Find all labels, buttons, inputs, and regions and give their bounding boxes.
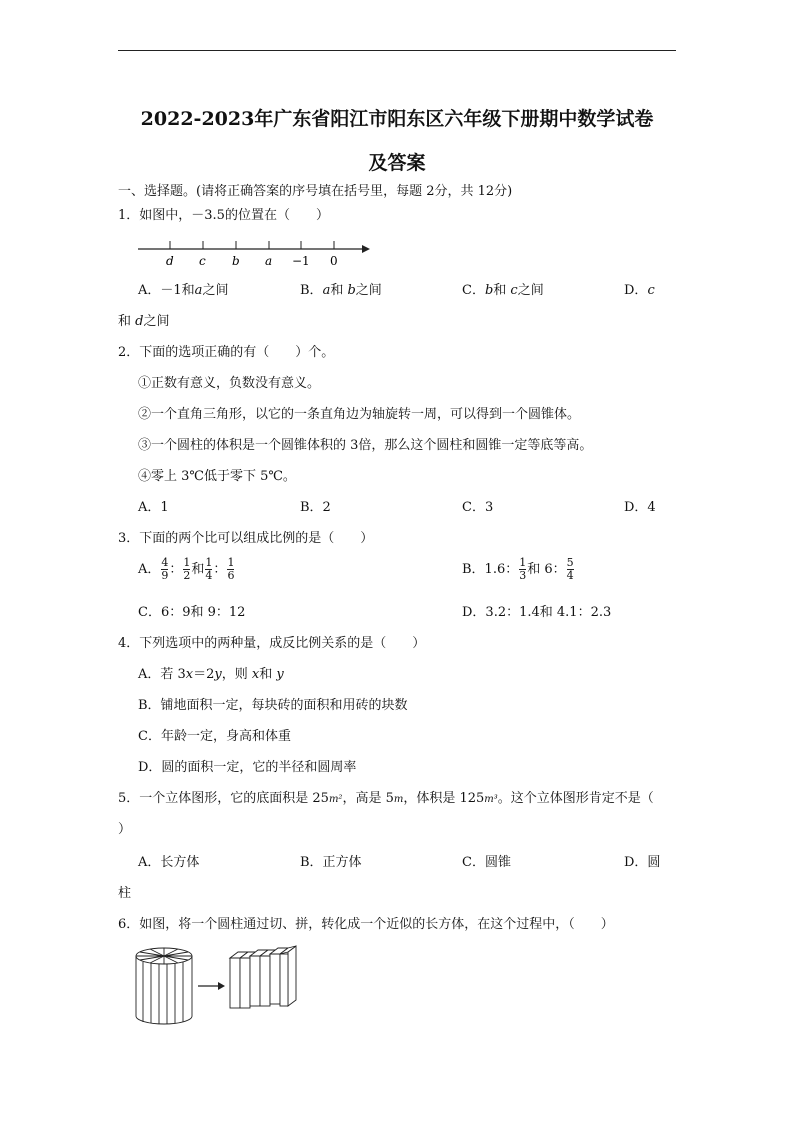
question-5-stem: 5．一个立体图形，它的底面积是 25m²，高是 5m，体积是 125m³。这个立体图形肯定不是（	[118, 791, 654, 806]
question-2-stem: 2．下面的选项正确的有（ ）个。	[118, 345, 335, 360]
q5-option-c: C．圆锥	[462, 855, 511, 870]
fraction-1-3: $\frac{1}{3}$	[519, 556, 527, 582]
q2-option-b: B．2	[300, 500, 331, 515]
q3-option-d: D．3.2：1.4和 4.1：2.3	[462, 605, 612, 620]
q3-option-c: C．6：9和 9：12	[138, 605, 246, 620]
q5-option-b: B．正方体	[300, 855, 362, 870]
number-line-figure	[130, 232, 380, 270]
q3-option-a: A． $\frac{4}{9}$ ： $\frac{1}{2}$ 和 $\frac{1}{4}$ ： $\frac{1}{6}$	[138, 556, 235, 582]
q1-option-d: D．c	[624, 283, 655, 298]
fraction-1-4: $\frac{1}{4}$	[205, 556, 213, 582]
q4-option-a: A．若 3x＝2y，则 x和 y	[138, 667, 284, 682]
q2-item-2: ②一个直角三角形，以它的一条直角边为轴旋转一周，可以得到一个圆锥体。	[138, 407, 581, 422]
label-zero: 0	[330, 254, 338, 268]
fraction-4-9: $\frac{4}{9}$	[161, 556, 169, 582]
q5-option-d-continued: 柱	[118, 886, 132, 901]
q4-option-d: D．圆的面积一定，它的半径和圆周率	[138, 760, 357, 775]
label-c: c	[199, 254, 206, 268]
label-d: d	[166, 254, 174, 268]
approximate-cuboid	[230, 946, 296, 1008]
cylinder-to-cuboid-figure	[130, 940, 310, 1030]
question-6-stem: 6．如图，将一个圆柱通过切、拼，转化成一个近似的长方体，在这个过程中，（ ）	[118, 917, 614, 932]
q2-item-1: ①正数有意义，负数没有意义。	[138, 376, 321, 391]
number-line-arrow	[362, 245, 370, 253]
label-minus-1: −1	[292, 254, 310, 268]
header-rule	[118, 50, 676, 51]
fraction-1-2: $\frac{1}{2}$	[183, 556, 191, 582]
title-line-1: 2022-2023年广东省阳江市阳东区六年级下册期中数学试卷	[140, 108, 654, 130]
q1-option-c: C．b和 c之间	[462, 283, 544, 298]
q4-option-b: B．铺地面积一定，每块砖的面积和用砖的块数	[138, 698, 408, 713]
question-1-stem: 1．如图中，－3.5的位置在（ ）	[118, 208, 329, 223]
label-b: b	[232, 254, 240, 268]
fraction-5-4: $\frac{5}{4}$	[566, 556, 574, 582]
q3-option-b: B．1.6： $\frac{1}{3}$ 和 6： $\frac{5}{4}$	[462, 556, 574, 582]
fraction-1-6: $\frac{1}{6}$	[227, 556, 235, 582]
transform-arrow	[198, 982, 225, 990]
q2-option-c: C．3	[462, 500, 494, 515]
question-4-stem: 4．下列选项中的两种量，成反比例关系的是（ ）	[118, 636, 426, 651]
section-1-heading: 一、选择题。(请将正确答案的序号填在括号里，每题 2分，共 12分)	[118, 184, 513, 199]
q5-option-d: D．圆	[624, 855, 661, 870]
q4-option-c: C．年龄一定，身高和体重	[138, 729, 291, 744]
q2-item-3: ③一个圆柱的体积是一个圆锥体积的 3倍，那么这个圆柱和圆锥一定等底等高。	[138, 438, 593, 453]
q2-item-4: ④零上 3℃低于零下 5℃。	[138, 469, 296, 484]
title-line-2: 及答案	[368, 152, 426, 174]
q1-option-b: B．a和 b之间	[300, 283, 382, 298]
label-a: a	[265, 254, 273, 268]
q1-option-d-continued: 和 d之间	[118, 314, 170, 329]
sliced-cylinder	[136, 948, 192, 1024]
q2-option-a: A．1	[138, 500, 169, 515]
question-5-stem-continued: ）	[118, 822, 132, 837]
question-3-stem: 3．下面的两个比可以组成比例的是（ ）	[118, 531, 374, 546]
q2-option-d: D．4	[624, 500, 656, 515]
q5-option-a: A．长方体	[138, 855, 200, 870]
q1-option-a: A．－1和a之间	[138, 283, 229, 298]
